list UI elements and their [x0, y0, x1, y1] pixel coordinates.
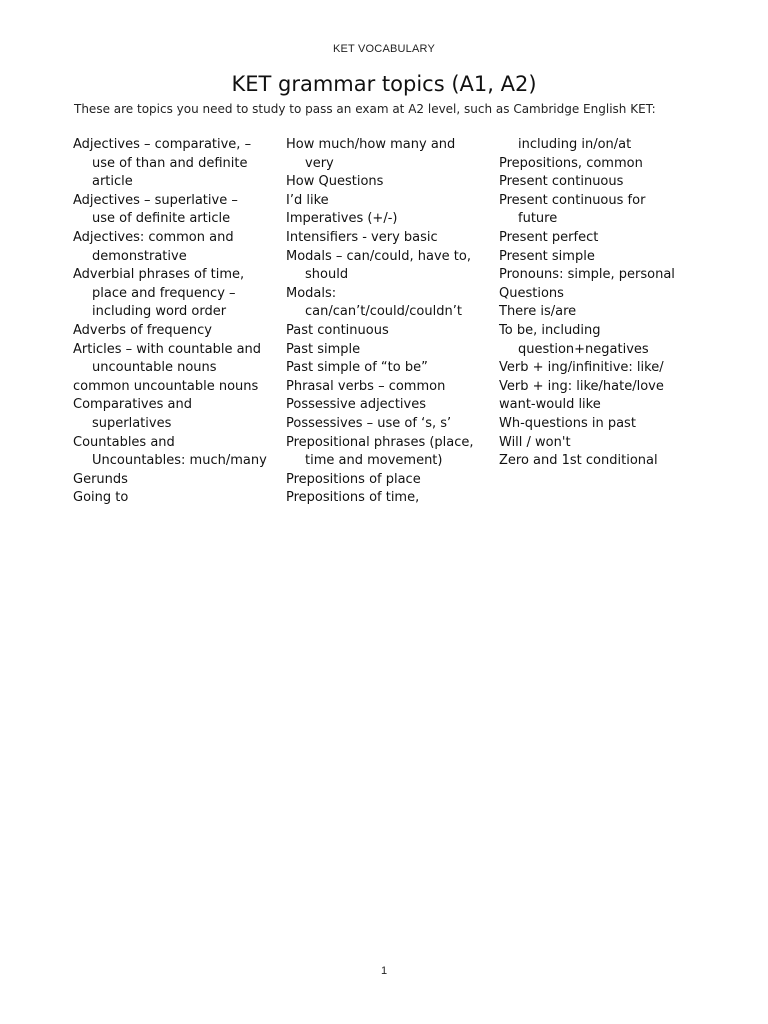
topic-item: Past continuous [286, 322, 389, 338]
topic-item: Adverbial phrases of time, place and frequency – including word order [73, 267, 245, 320]
topic-item: Verb + ing: like/hate/love [499, 378, 664, 394]
running-header [0, 43, 768, 55]
topic-item: Present simple [499, 248, 595, 264]
topic-item: Present continuous for future [499, 192, 646, 227]
topic-item: Wh-questions in past [499, 415, 636, 431]
topic-item: Zero and 1st conditional [499, 453, 658, 469]
topic-item: To be, including question+negatives [499, 322, 649, 357]
topic-item: Present continuous [499, 174, 624, 190]
topic-item: Countables and Uncountables: much/many [73, 434, 267, 469]
topic-item: Will / won't [499, 434, 571, 450]
topic-item: Modals: can/can’t/could/couldn’t [286, 285, 462, 320]
topic-item: Possessives – use of ‘s, s’ [286, 415, 452, 431]
topic-item: Adverbs of frequency [73, 322, 212, 338]
topics-column-3 [499, 136, 699, 471]
topic-item: How much/how many and very [286, 137, 456, 171]
topic-item: Comparatives and superlatives [73, 397, 192, 431]
topic-item: Adjectives – comparative, – use of than and definite article [73, 137, 252, 190]
topic-item: Prepositional phrases (place, time and movement) [286, 434, 474, 469]
topic-item: I’d like [286, 192, 329, 208]
topic-item: Verb + ing/infinitive: like/ [499, 360, 664, 376]
topic-item: Possessive adjectives [286, 397, 427, 413]
topic-item: How Questions [286, 174, 384, 190]
topic-item: Past simple of “to be” [286, 360, 428, 376]
topic-item: Imperatives (+/-) [286, 211, 398, 227]
topic-item: Phrasal verbs – common [286, 378, 446, 394]
intro-paragraph: These are topics you need to study to pass an exam at A2 level, such as Cambridge English KET: [74, 102, 656, 116]
topic-item: want-would like [499, 397, 601, 413]
topic-item: Adjectives – superlative – use of definite article [73, 192, 238, 227]
topic-item: Prepositions of place [286, 471, 421, 487]
topic-item: common uncountable nouns [73, 378, 259, 394]
topic-item: Past simple [286, 341, 361, 357]
topic-item: Intensifiers - very basic [286, 229, 438, 245]
topics-column-2 [286, 136, 491, 508]
topic-item-continuation: including in/on/at [518, 137, 632, 152]
page-number: 1 [380, 965, 388, 977]
topic-item: Articles – with countable and uncountable nouns [73, 341, 262, 376]
topic-item: Pronouns: simple, personal [499, 267, 675, 283]
topics-column-1 [73, 136, 278, 508]
topic-item: There is/are [499, 304, 577, 320]
topic-item: Questions [499, 285, 564, 301]
topic-item: Adjectives: common and demonstrative [73, 229, 234, 264]
topic-item: Gerunds [73, 471, 128, 487]
topic-item: Going to [73, 490, 129, 506]
topic-item: Present perfect [499, 229, 599, 245]
topic-item: Modals – can/could, have to, should [286, 248, 471, 283]
document-title: KET grammar topics (A1, A2) [231, 72, 537, 96]
running-header-text: KET VOCABULARY [332, 43, 436, 55]
topic-item: Prepositions of time, [286, 490, 420, 506]
topic-item: Prepositions, common [499, 155, 643, 171]
